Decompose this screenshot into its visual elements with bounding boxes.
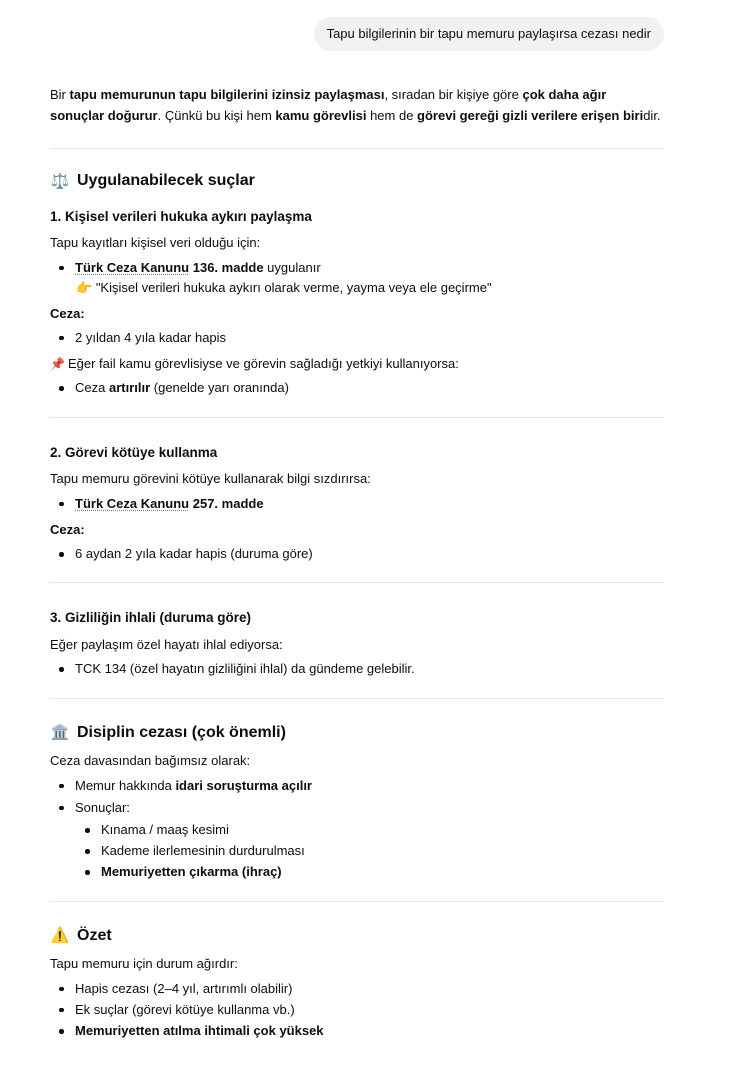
note-line xyxy=(50,354,664,374)
intro-bold: tapu memurunun tapu bilgilerini izinsiz paylaşması xyxy=(69,87,385,102)
section-heading-summary xyxy=(50,926,664,947)
list-item xyxy=(50,776,664,796)
divider xyxy=(50,417,664,418)
list-item xyxy=(50,258,664,278)
user-message-row xyxy=(0,17,664,51)
intro-text: , sıradan bir kişiye göre xyxy=(384,87,523,102)
section-title: Disiplin cezası (çok önemli) xyxy=(77,723,286,741)
list-item: Memuriyetten atılma ihtimali çok yüksek xyxy=(50,1021,664,1041)
divider xyxy=(50,582,664,583)
subsection-lead: Eğer paylaşım özel hayatı ihlal ediyorsa: xyxy=(50,636,283,652)
item-bold: idari soruşturma açılır xyxy=(175,777,312,793)
summary-list xyxy=(50,979,664,1041)
list-item: Ek suçlar (görevi kötüye kullanma vb.) xyxy=(50,1000,664,1020)
list-item: Hapis cezası (2–4 yıl, artırımlı olabilir) xyxy=(50,979,664,999)
penalty-list xyxy=(50,328,664,348)
scales-icon: ⚖️ xyxy=(50,172,70,190)
subsection-title-2: 2. Görevi kötüye kullanma xyxy=(50,444,218,460)
law-article: 136. madde xyxy=(189,259,264,275)
law-list xyxy=(50,494,664,514)
item-text: Ceza xyxy=(75,380,109,396)
penalty-label: Ceza: xyxy=(50,306,85,322)
discipline-list xyxy=(50,776,664,818)
discipline-sublist xyxy=(50,820,664,882)
law-link[interactable]: Türk Ceza Kanunu xyxy=(75,495,190,511)
warning-icon: ⚠️ xyxy=(50,927,70,945)
subsection-title-1: 1. Kişisel verileri hukuka aykırı paylaşma xyxy=(50,208,312,224)
sub-list-item: Kınama / maaş kesimi xyxy=(50,820,664,840)
section-lead: Tapu memuru için durum ağırdır: xyxy=(50,956,238,972)
classical-building-icon: 🏛️ xyxy=(50,724,70,742)
sub-list-item: Kademe ilerlemesinin durdurulması xyxy=(50,841,664,861)
law-suffix: uygulanır xyxy=(263,259,321,275)
section-title: Özet xyxy=(77,926,112,944)
intro-text: dir. xyxy=(643,108,661,124)
pointing-hand-icon: 👉 xyxy=(76,280,93,296)
law-link[interactable]: Türk Ceza Kanunu xyxy=(75,259,190,275)
list-item xyxy=(50,494,664,514)
law-article: 257. madde xyxy=(189,495,264,511)
penalty-list xyxy=(50,544,664,564)
pushpin-icon: 📌 xyxy=(50,356,65,371)
note-text: Eğer fail kamu görevlisiyse ve görevin sağladığı yetkiyi kullanıyorsa: xyxy=(67,355,459,371)
list-item: TCK 134 (özel hayatın gizliliğini ihlal) da gündeme gelebilir. xyxy=(50,659,664,679)
intro-bold: kamu görevlisi xyxy=(275,108,367,124)
intro-text: Bir xyxy=(50,87,70,102)
item-bold: artırılır xyxy=(108,380,151,396)
intro-bold: çok daha ağır sonuçlar doğurur xyxy=(50,87,607,124)
list-item xyxy=(50,378,664,398)
intro-paragraph xyxy=(50,84,664,126)
sub-list-item: Memuriyetten çıkarma (ihraç) xyxy=(50,862,664,882)
intro-text: . Çünkü bu kişi hem xyxy=(157,108,276,124)
subsection-title-3: 3. Gizliliğin ihlali (duruma göre) xyxy=(50,610,252,626)
divider xyxy=(50,901,664,902)
penalty-label: Ceza: xyxy=(50,521,85,537)
divider xyxy=(50,698,664,699)
list-item: Sonuçlar: xyxy=(50,798,664,818)
intro-text: hem de xyxy=(366,108,418,124)
section-heading-crimes xyxy=(50,171,664,192)
assistant-response xyxy=(50,84,664,1041)
item-text: (genelde yarı oranında) xyxy=(150,380,289,396)
law-list xyxy=(50,258,664,278)
law-quote xyxy=(50,278,664,298)
section-heading-discipline xyxy=(50,723,664,744)
section-title: Uygulanabilecek suçlar xyxy=(77,172,255,190)
item-text: Memur hakkında xyxy=(75,777,176,793)
quote-text: "Kişisel verileri hukuka aykırı olarak verme, yayma veya ele geçirme" xyxy=(95,280,492,296)
increase-list xyxy=(50,378,664,398)
list-item: 6 aydan 2 yıla kadar hapis (duruma göre) xyxy=(50,544,664,564)
subsection-lead: Tapu kayıtları kişisel veri olduğu için: xyxy=(50,235,261,251)
user-message-bubble: Tapu bilgilerinin bir tapu memuru paylaşırsa cezası nedir xyxy=(314,17,664,51)
list-item: 2 yıldan 4 yıla kadar hapis xyxy=(50,328,664,348)
divider xyxy=(50,148,664,149)
section-lead: Ceza davasından bağımsız olarak: xyxy=(50,753,251,769)
privacy-list xyxy=(50,659,664,679)
subsection-lead: Tapu memuru görevini kötüye kullanarak bilgi sızdırırsa: xyxy=(50,471,371,487)
intro-bold: görevi gereği gizli verilere erişen biri xyxy=(417,108,644,124)
